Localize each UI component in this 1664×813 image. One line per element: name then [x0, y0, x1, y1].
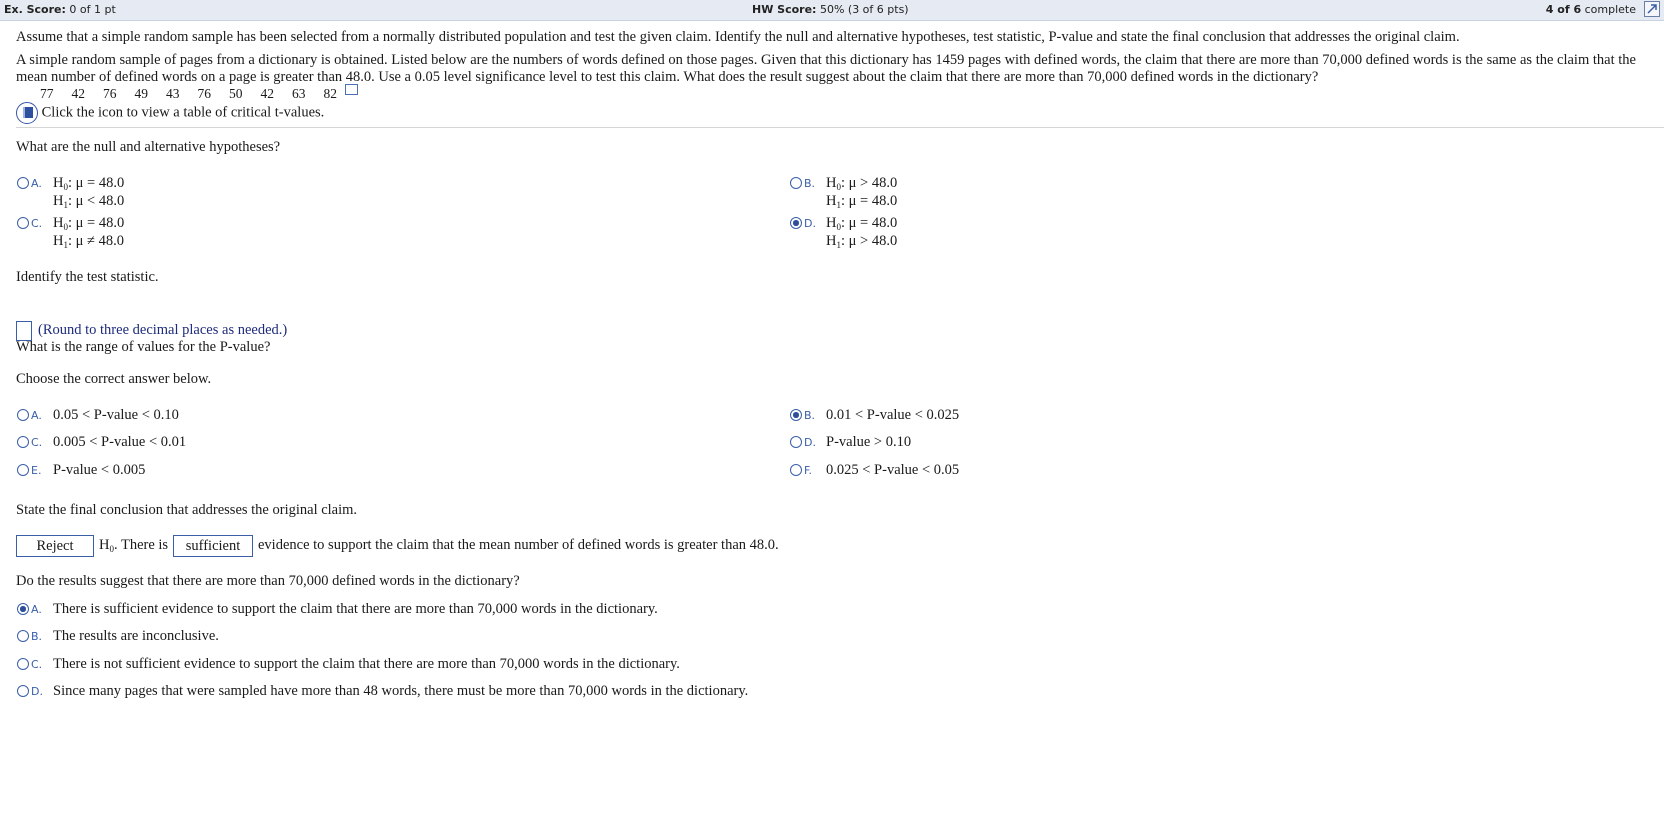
radio-button[interactable] — [17, 436, 29, 448]
ex-score — [4, 3, 116, 16]
progress-status — [1546, 3, 1636, 16]
decision-dropdown[interactable]: Reject — [16, 535, 94, 557]
data-value: 76 — [197, 86, 211, 101]
null-hypothesis: $H_0$: μ = 48.0 — [53, 175, 125, 192]
question-body: A simple random sample of pages from a dictionary is obtained. Listed below are the numbers of words defined on those pages. Given that this dictionary has 1459 pages with defined words, the claim that there are more than 70,000 defined words is the same as the claim that the mean number of defined words on a page is greater than 48.0. Use a 0.05 level significance level to test this claim. What does the result suggest about the claim that there are more than 70,000 defined words in the dictionary? — [16, 52, 1636, 85]
data-value: 42 — [260, 86, 274, 101]
radio-button[interactable] — [17, 658, 29, 670]
there-is-text: . There is — [113, 537, 169, 553]
ex-score-label: Ex. Score: — [4, 3, 66, 16]
dictionary-question-prompt: Do the results suggest that there are more than 70,000 defined words in the dictionary? — [16, 573, 520, 589]
hw-score-value: 50% (3 of 6 pts) — [819, 3, 909, 16]
radio-button[interactable] — [17, 630, 29, 642]
progress-label: complete — [1584, 3, 1636, 16]
alt-hypothesis-text: : μ = 48.0 — [840, 193, 898, 209]
radio-button[interactable] — [17, 409, 29, 421]
conclusion-tail-text: evidence to support the claim that the mean number of defined words is greater than 48.0. — [258, 537, 779, 553]
expand-icon[interactable] — [1644, 1, 1660, 17]
data-value: 49 — [134, 86, 148, 101]
option-text: Since many pages that were sampled have more than 48 words, there must be more than 70,000 words in the dictionary. — [53, 683, 749, 699]
data-value: 82 — [323, 86, 337, 101]
alt-hypothesis-text: : μ < 48.0 — [67, 193, 125, 209]
radio-button[interactable] — [17, 603, 29, 615]
test-statistic-input[interactable] — [16, 321, 32, 341]
data-value: 50 — [229, 86, 243, 101]
null-hypothesis: $H_0$: μ > 48.0 — [826, 175, 898, 192]
alt-hypothesis: $H_1$: μ < 48.0 — [53, 193, 125, 210]
hw-score — [752, 3, 909, 16]
radio-button[interactable] — [790, 177, 802, 189]
data-value: 63 — [292, 86, 306, 101]
divider — [16, 127, 1664, 128]
null-hypothesis-text: : μ > 48.0 — [840, 175, 898, 191]
null-hypothesis-text: : μ = 48.0 — [67, 175, 125, 191]
radio-button[interactable] — [790, 409, 802, 421]
null-hypothesis-text: : μ = 48.0 — [840, 215, 898, 231]
null-hypothesis: $H_0$: μ = 48.0 — [53, 215, 125, 232]
option-text: P-value > 0.10 — [826, 434, 912, 450]
option-letter: D. — [804, 436, 816, 449]
null-hypothesis-text: : μ = 48.0 — [67, 215, 125, 231]
option-letter: C. — [31, 217, 43, 230]
conclusion-prompt: State the final conclusion that addresses the original claim. — [16, 502, 358, 518]
radio-button[interactable] — [17, 177, 29, 189]
radio-button[interactable] — [790, 464, 802, 476]
option-text: 0.005 < P-value < 0.01 — [53, 434, 187, 450]
data-values — [40, 86, 376, 102]
option-text: 0.01 < P-value < 0.025 — [826, 407, 960, 423]
option-letter: A. — [31, 409, 42, 422]
option-letter: B. — [31, 630, 43, 643]
hypotheses-prompt: What are the null and alternative hypotheses? — [16, 139, 281, 155]
radio-button[interactable] — [17, 217, 29, 229]
option-letter: A. — [31, 603, 42, 616]
alt-hypothesis-text: : μ ≠ 48.0 — [67, 233, 124, 249]
option-letter: A. — [31, 177, 42, 190]
critical-values-row — [16, 102, 324, 124]
p-value-prompt: What is the range of values for the P-value? — [16, 339, 271, 355]
h-letter: H — [99, 537, 110, 553]
evidence-dropdown[interactable]: sufficient — [173, 535, 253, 557]
book-icon[interactable] — [16, 102, 38, 124]
option-letter: F. — [804, 464, 813, 477]
option-letter: C. — [31, 436, 43, 449]
option-text: 0.05 < P-value < 0.10 — [53, 407, 179, 423]
option-text: P-value < 0.005 — [53, 462, 146, 478]
alt-hypothesis: $H_1$: μ = 48.0 — [826, 193, 898, 210]
option-text: There is not sufficient evidence to support the claim that there are more than 70,000 words in the dictionary. — [53, 656, 680, 672]
data-value: 43 — [166, 86, 180, 101]
rounding-hint: (Round to three decimal places as needed.) — [38, 322, 288, 338]
data-value: 76 — [103, 86, 117, 101]
option-text: 0.025 < P-value < 0.05 — [826, 462, 960, 478]
instruction-text: Assume that a simple random sample has been selected from a normally distributed population and test the given claim. Identify the null and alternative hypotheses, test statistic, P-value and state the final conclusion that addresses the original claim. — [16, 29, 1460, 45]
option-letter: D. — [804, 217, 816, 230]
option-letter: C. — [31, 658, 43, 671]
progress-value: 4 of 6 — [1545, 3, 1582, 16]
score-bar — [0, 0, 1664, 21]
option-letter: B. — [804, 409, 816, 422]
table-hint: Click the icon to view a table of critical t-values. — [41, 104, 325, 121]
hw-score-label: HW Score: — [752, 3, 817, 16]
radio-button[interactable] — [17, 685, 29, 697]
radio-button[interactable] — [790, 436, 802, 448]
option-letter: D. — [31, 685, 43, 698]
radio-button[interactable] — [790, 217, 802, 229]
option-text: The results are inconclusive. — [53, 628, 219, 644]
alt-hypothesis: $H_1$: μ ≠ 48.0 — [53, 233, 124, 250]
hypothesis-reference — [99, 537, 168, 554]
null-hypothesis: $H_0$: μ = 48.0 — [826, 215, 898, 232]
data-value: 42 — [71, 86, 85, 101]
copy-data-icon[interactable] — [345, 84, 358, 95]
option-text: There is sufficient evidence to support the claim that there are more than 70,000 words in the dictionary. — [53, 601, 658, 617]
data-value: 77 — [40, 86, 54, 101]
radio-button[interactable] — [17, 464, 29, 476]
option-letter: E. — [31, 464, 42, 477]
option-letter: B. — [804, 177, 816, 190]
choose-answer-prompt: Choose the correct answer below. — [16, 371, 212, 387]
alt-hypothesis-text: : μ > 48.0 — [840, 233, 898, 249]
test-statistic-prompt: Identify the test statistic. — [16, 269, 159, 285]
alt-hypothesis: $H_1$: μ > 48.0 — [826, 233, 898, 250]
h-subscript: 0 — [109, 544, 114, 554]
ex-score-value: 0 of 1 pt — [69, 3, 116, 16]
